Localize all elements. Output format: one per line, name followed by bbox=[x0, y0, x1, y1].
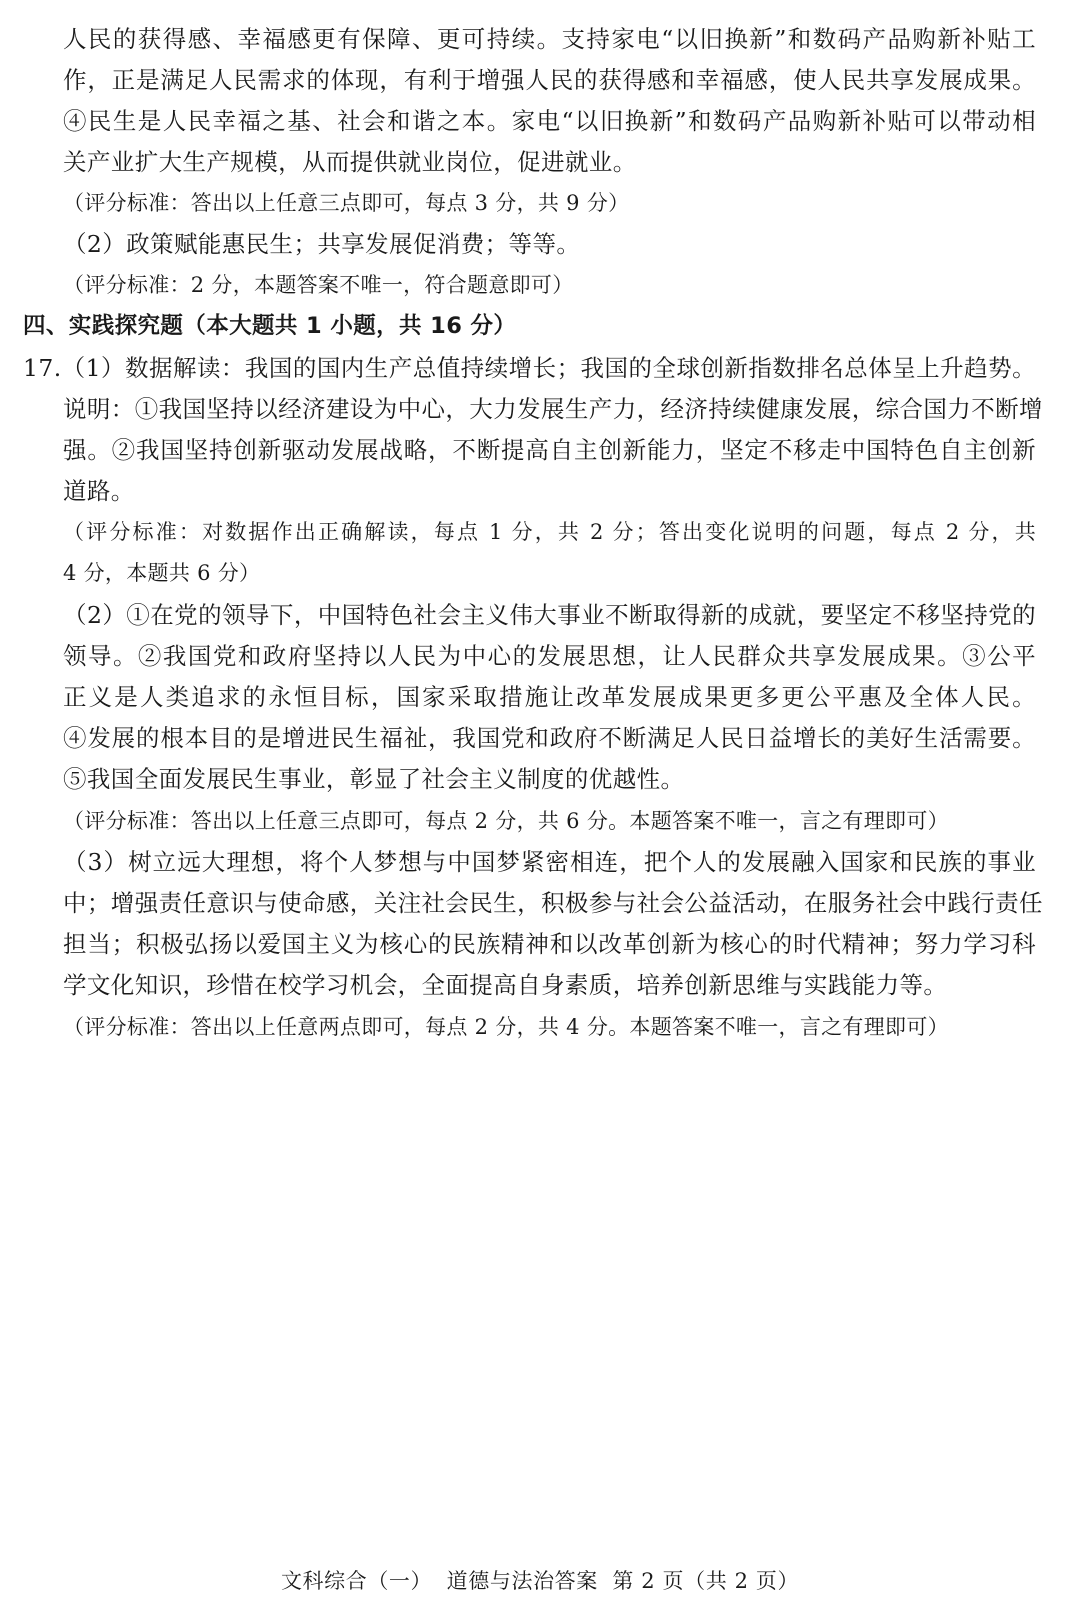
answer-line-2: 作，正是满足人民需求的体现，有利于增强人民的获得感和幸福感，使人民共享发展成果。 bbox=[63, 66, 1036, 94]
answer-line-3: ④民生是人民幸福之基、社会和谐之本。家电“以旧换新”和数码产品购新补贴可以带动相 bbox=[63, 107, 1036, 135]
scoring-note-3: （评分标准：对数据作出正确解读，每点 1 分，共 2 分；答出变化说明的问题，每点 2 分，共 bbox=[63, 520, 1036, 544]
answer-line-12: ⑤我国全面发展民生事业，彰显了社会主义制度的优越性。 bbox=[63, 765, 685, 793]
answer-line-13: 中；增强责任意识与使命感，关注社会民生，积极参与社会公益活动，在服务社会中践行责任 bbox=[63, 889, 1043, 917]
answer-line-10: 正义是人类追求的永恒目标，国家采取措施让改革发展成果更多更公平惠及全体人民。 bbox=[63, 683, 1036, 711]
scoring-note-3-cont: 4 分，本题共 6 分） bbox=[63, 561, 261, 585]
answer-line-15: 学文化知识，珍惜在校学习机会，全面提高自身素质，培养创新思维与实践能力等。 bbox=[63, 971, 948, 999]
scoring-note-5: （评分标准：答出以上任意两点即可，每点 2 分，共 4 分。本题答案不唯一，言之有理即可） bbox=[63, 1015, 949, 1039]
question-17-part-1: 17.（1）数据解读：我国的国内生产总值持续增长；我国的全球创新指数排名总体呈上升趋势。 bbox=[23, 354, 1036, 382]
answer-line-11: ④发展的根本目的是增进民生福祉，我国党和政府不断满足人民日益增长的美好生活需要。 bbox=[63, 724, 1036, 752]
answer-line-4: 关产业扩大生产规模，从而提供就业岗位，促进就业。 bbox=[63, 148, 637, 176]
answer-line-14: 担当；积极弘扬以爱国主义为核心的民族精神和以改革创新为核心的时代精神；努力学习科 bbox=[63, 930, 1036, 958]
question-17-part-2: （2）①在党的领导下，中国特色社会主义伟大事业不断取得新的成就，要坚定不移坚持党的 bbox=[63, 601, 1036, 629]
scoring-note-4: （评分标准：答出以上任意三点即可，每点 2 分，共 6 分。本题答案不唯一，言之有理即可） bbox=[63, 809, 949, 833]
answer-line-6: 说明：①我国坚持以经济建设为中心，大力发展生产力，经济持续健康发展，综合国力不断增 bbox=[63, 395, 1043, 423]
answer-line-1: 人民的获得感、幸福感更有保障、更可持续。支持家电“以旧换新”和数码产品购新补贴工 bbox=[63, 25, 1036, 53]
scoring-note-1: （评分标准：答出以上任意三点即可，每点 3 分，共 9 分） bbox=[63, 191, 630, 215]
question-17-part-3: （3）树立远大理想，将个人梦想与中国梦紧密相连，把个人的发展融入国家和民族的事业 bbox=[63, 848, 1036, 876]
answer-line-8: 道路。 bbox=[63, 477, 135, 505]
section-heading: 四、实践探究题（本大题共 1 小题，共 16 分） bbox=[23, 313, 517, 339]
answer-line-7: 强。②我国坚持创新驱动发展战略，不断提高自主创新能力，坚定不移走中国特色自主创新 bbox=[63, 436, 1036, 464]
scoring-note-2: （评分标准：2 分，本题答案不唯一，符合题意即可） bbox=[63, 273, 574, 297]
answer-line-5: （2）政策赋能惠民生；共享发展促消费；等等。 bbox=[63, 230, 581, 258]
answer-line-9: 领导。②我国党和政府坚持以人民为中心的发展思想，让人民群众共享发展成果。③公平 bbox=[63, 642, 1036, 670]
page-footer: 文科综合（一） 道德与法治答案 第 2 页（共 2 页） bbox=[280, 1569, 800, 1593]
